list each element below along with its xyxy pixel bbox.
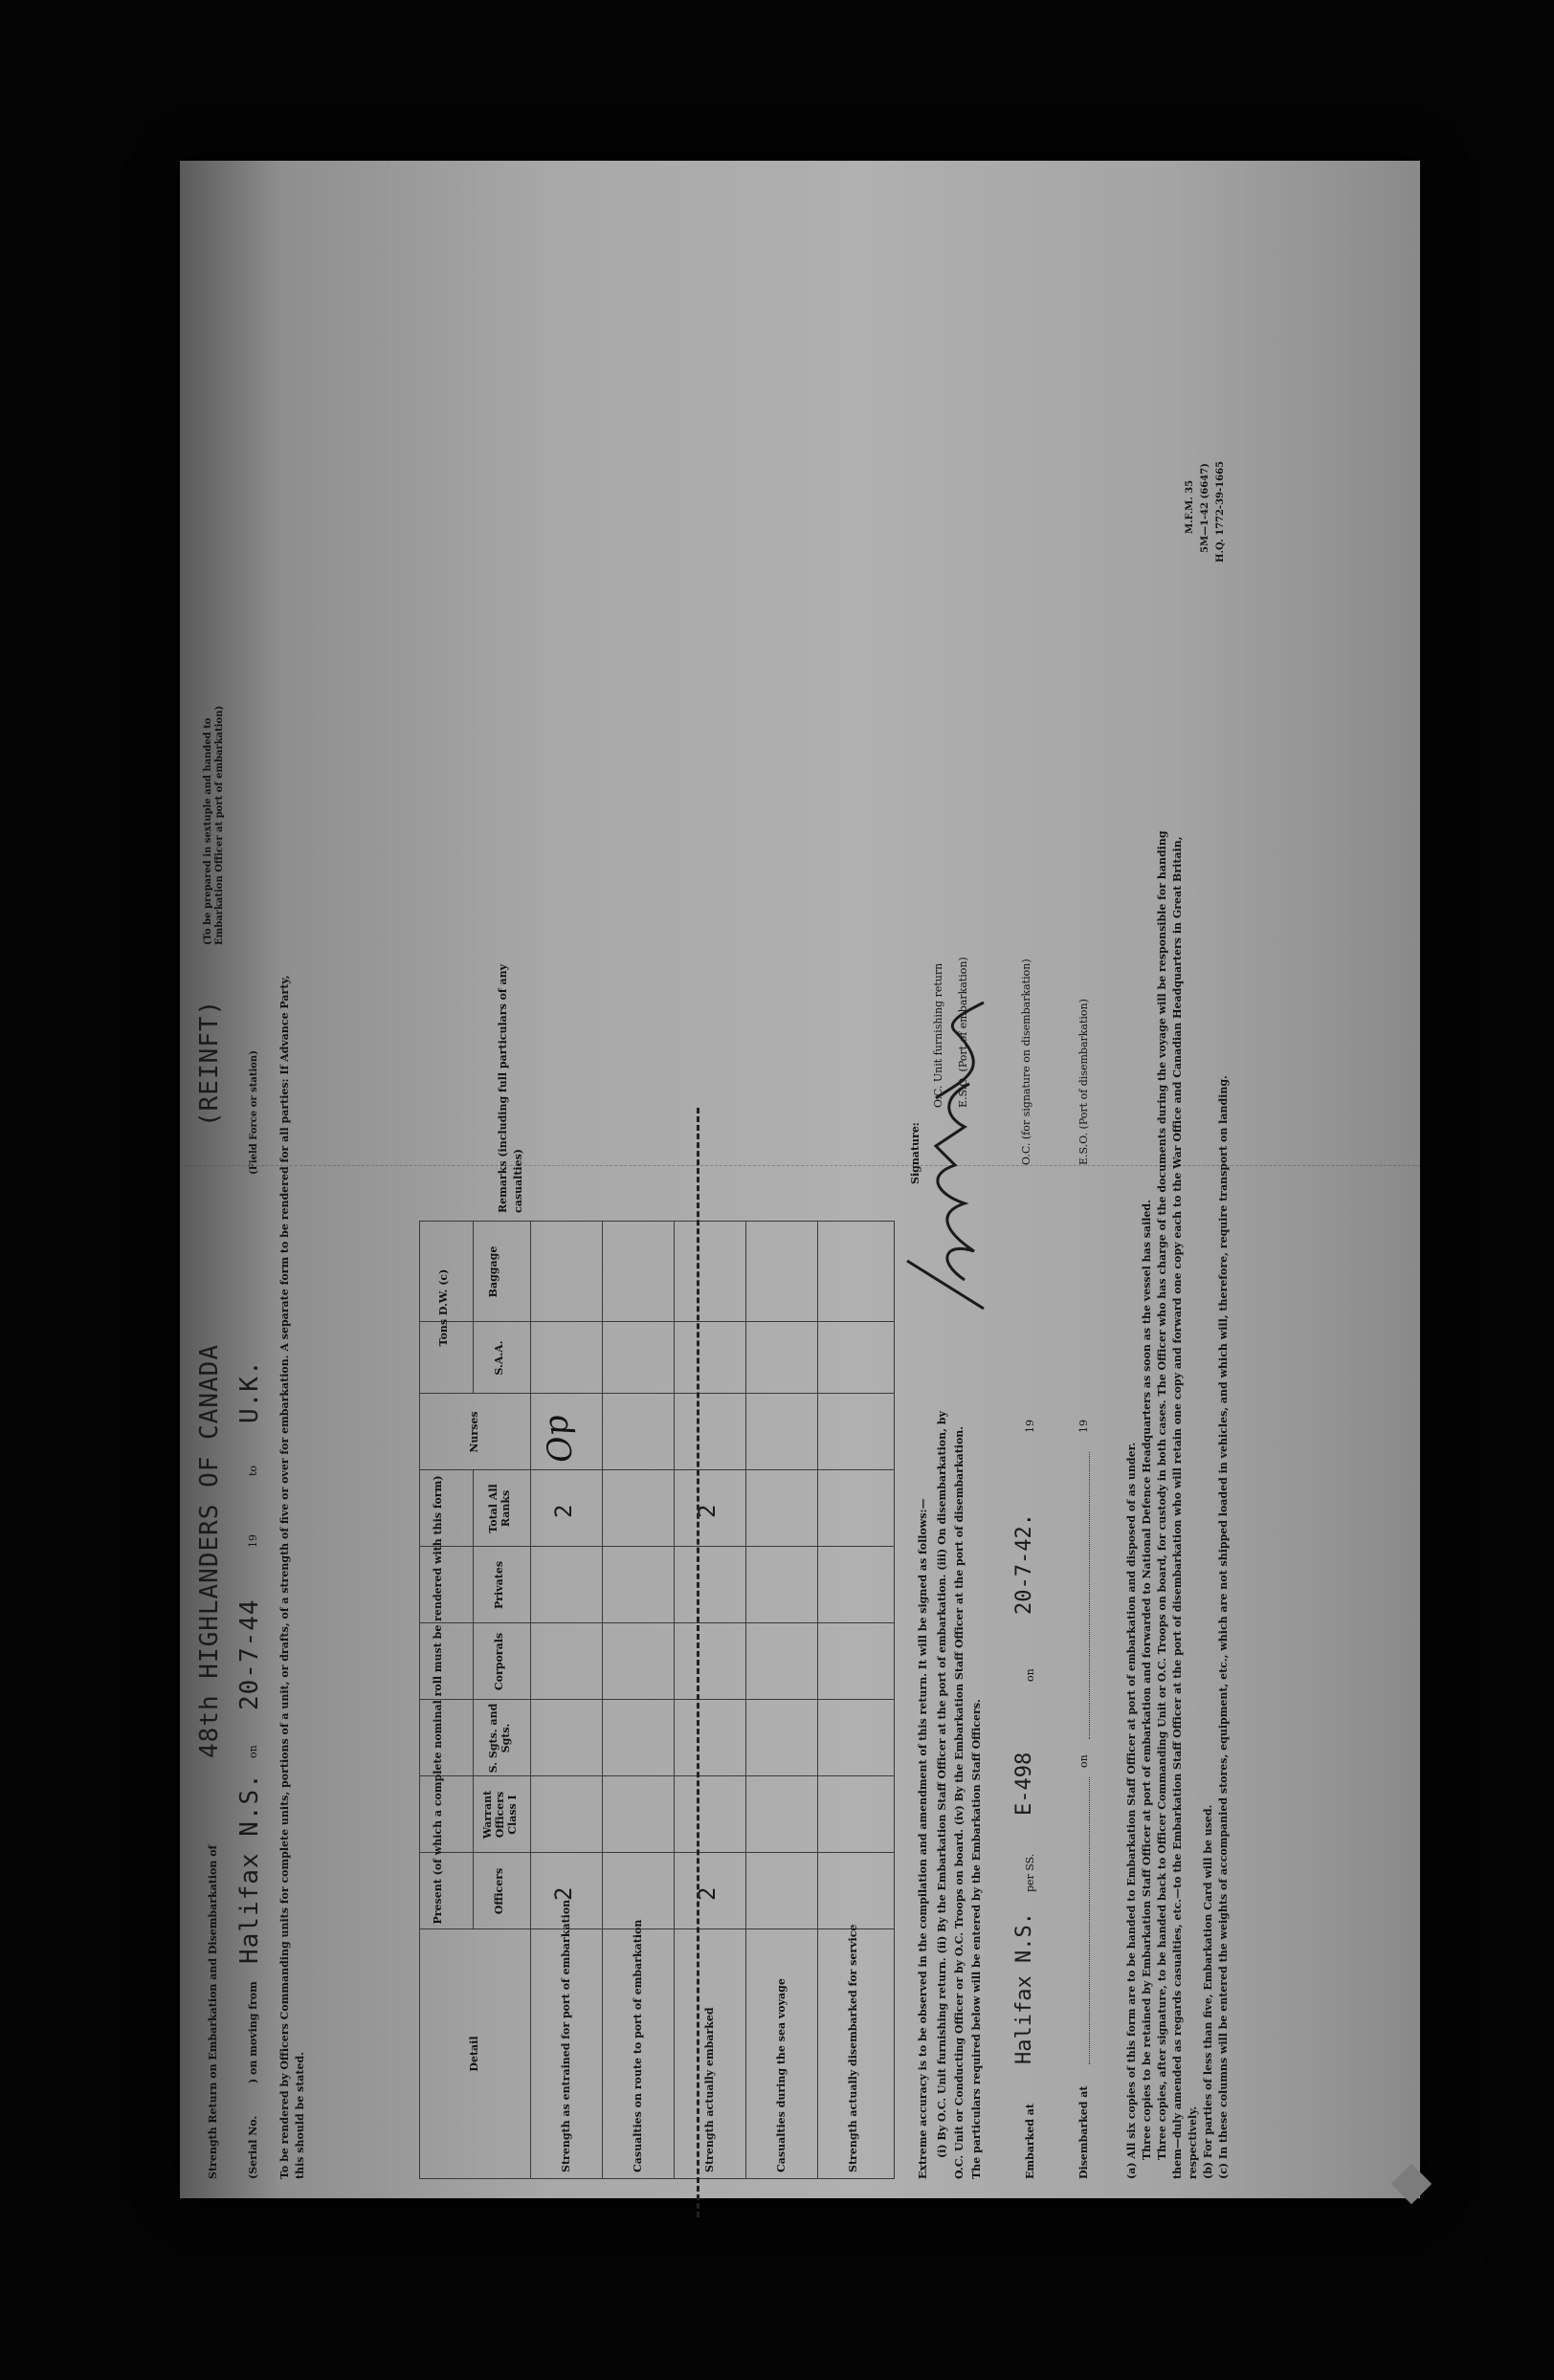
col-sgts: S. Sgts. and Sgts. (487, 1703, 512, 1774)
entrained-officers: 2 (550, 1886, 577, 1901)
disembarked-year-label: 19 (1077, 1420, 1090, 1433)
sig-eso-embark: E.S.O. (Port of embarkation) (957, 957, 969, 1108)
col-officers: Officers (493, 1867, 505, 1915)
detail-header: Detail (468, 2036, 480, 2072)
col-total: Total All Ranks (487, 1484, 512, 1533)
entrained-total: 2 (550, 1504, 577, 1518)
form-code-2: 5M—1-42 (6647) (1200, 463, 1210, 553)
moving-from-label: ) on moving from (247, 1981, 259, 2083)
on-label: on (247, 1745, 259, 1758)
sig-eso-disembark: E.S.O. (Port of disembarkation) (1077, 999, 1090, 1165)
strength-table (419, 1221, 895, 2179)
col-nurses: Nurses (468, 1411, 480, 1453)
serial-label: (Serial No. (247, 2115, 259, 2179)
ship-name: E-498 (1012, 1752, 1036, 1816)
row-label-casualties-voyage: Casualties during the sea voyage (775, 1978, 788, 2172)
embarked-date: 20-7-42. (1012, 1513, 1036, 1615)
side-note: (To be prepared in sextuple and handed to Embarkation Officer at port of embarkation) (203, 705, 225, 945)
row-label-embarked: Strength actually embarked (703, 2007, 716, 2172)
per-ss-label: per SS. (1024, 1853, 1036, 1892)
row-label-disembarked: Strength actually disembarked for service (847, 1924, 859, 2172)
embarked-on-label: on (1024, 1668, 1036, 1682)
row-label-casualties-route: Casualties on route to port of embarkation (632, 1919, 644, 2172)
footnote-a1: (a) All six copies of this form are to be handed to Embarkation Staff Officer at port of embarkation and disposed of as under. (1125, 1442, 1138, 2179)
footnote-c: (c) In these columns will be entered the weights of accompanied stores, equipment, etc., which are not shipped loaded in vehicles, and which will, therefore, require transport on landing. (1217, 1075, 1230, 2179)
embarked-officers: 2 (694, 1886, 721, 1901)
unit-name: 48th HIGHLANDERS OF CANADA (195, 1344, 224, 1758)
handwritten-signature (898, 993, 1003, 1318)
footnote-b: (b) For parties of less than five, Embarkation Card will be used. (1202, 1804, 1214, 2179)
punch-hole (1443, 2235, 1487, 2282)
signing-line-1: (i) By O.C. Unit furnishing return. (ii) By the Embarkation Staff Officer at the port of embarkation. (iii) On disembarkation, by (936, 1411, 948, 2158)
footnote-a3: Three copies, after signature, to be handed back to Officer Commanding Unit or O.C. Troops on board, for custody in both cases. The Officer who has charge of the documents during the voyage will be responsible for handing (1156, 830, 1168, 2160)
row-label-entrained: Strength as entrained for port of embarkation (560, 1899, 572, 2172)
form-title-prefix: Strength Return on Embarkation and Disembarkation of (207, 1844, 219, 2179)
instructions: To be rendered by Officers Commanding units for complete units, portions of a unit, or drafts, of a strength of five or over for embarkation. A separate form to be rendered for all parties: If Advance Party, this should be stated. (278, 975, 306, 2179)
moving-from: Halifax N.S. (235, 1773, 264, 1964)
col-warrant-officers: Warrant Officers Class I (481, 1790, 519, 1840)
disembarked-on-label: on (1077, 1754, 1090, 1768)
footnote-a5: respectively. (1187, 2105, 1199, 2179)
form-code-3: H.Q. 1772-39-1665 (1215, 461, 1226, 562)
embarked-year-label: 19 (1024, 1420, 1036, 1433)
embark-date-header: 20-7-44 (235, 1598, 264, 1710)
col-privates: Privates (493, 1560, 505, 1610)
destination: U.K. (235, 1359, 264, 1423)
embarked-total: 2 (694, 1504, 721, 1518)
footnote-a2: Three copies to be retained by Embarkation Staff Officer at port of embarkation and forwarded to National Defence Headquarters as soon as the vessel has sailed. (1141, 1200, 1153, 2160)
signing-line-2: O.C. Unit or Conducting Officer or by O.C. Troops on board. (iv) By the Embarkation Staff Officer at the port of disembarkation. (953, 1425, 966, 2179)
particulars-text: The particulars required below will be entered by the Embarkation Staff Officers. (970, 1699, 983, 2179)
unit-suffix: (REINFT) (195, 999, 224, 1127)
rotated-form (195, 180, 1242, 2179)
handwritten-initials: Op (536, 1412, 582, 1465)
year-label: 19 (247, 1534, 259, 1548)
remarks-header: Remarks (including full particulars of any casualties) (497, 963, 524, 1213)
col-corporals: Corporals (493, 1632, 505, 1691)
col-baggage: Baggage (487, 1245, 500, 1298)
sig-oc-unit: O.C. Unit furnishing return (932, 962, 944, 1108)
disembarked-label: Disembarked at (1077, 2085, 1090, 2179)
dashed-strike-1 (697, 1108, 699, 2217)
field-force-note: (Field Force or station) (249, 1050, 259, 1175)
embarked-at: Halifax N.S. (1012, 1912, 1036, 2064)
col-saa: S.A.A. (493, 1340, 505, 1376)
sig-oc-disembark: O.C. (for signature on disembarkation) (1020, 959, 1032, 1165)
embarked-label: Embarked at (1024, 2104, 1036, 2179)
tons-header: Tons D.W. (c) (437, 1268, 450, 1347)
form-code-1: M.F.M. 35 (1185, 479, 1195, 534)
signature-label: Signature: (909, 1122, 921, 1184)
present-header: Present (of which a complete nominal roll must be rendered with this form) (432, 1475, 444, 1925)
accuracy-text: Extreme accuracy is to be observed in the compilation and amendment of this return. It will be signed as follows:— (917, 1498, 929, 2179)
to-label: to (247, 1465, 259, 1476)
footnote-a4: them—duly amended as regards casualties, etc.—to the Embarkation Staff Officer at the port of disembarkation who will retain one copy and forward one copy each to the War Office and Canadian Headquarters in Great Britain, (1171, 836, 1184, 2179)
